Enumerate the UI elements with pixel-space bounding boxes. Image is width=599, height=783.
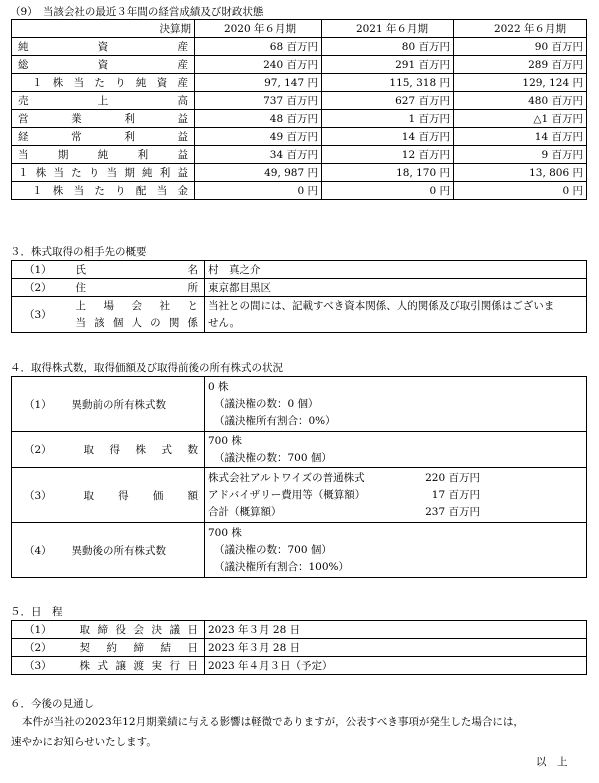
cell-value: 291 百万円 — [322, 56, 454, 74]
section-5-title: ５．日 程 — [10, 606, 63, 618]
shares-table — [11, 376, 587, 578]
price-item-amount: 237 百万円 — [425, 505, 480, 518]
cell-value: 1 百万円 — [322, 110, 454, 128]
cell-value — [205, 377, 587, 432]
row-label: 取締役会決議日 — [70, 621, 205, 639]
row-number: （2） — [12, 279, 70, 297]
row-label: 総資産 — [12, 56, 195, 74]
row-label: 営業利益 — [12, 110, 195, 128]
cell-value: 12 百万円 — [322, 146, 454, 164]
cell-value — [205, 468, 587, 523]
row-number: （1） — [12, 377, 70, 432]
cell-value: 480 百万円 — [454, 92, 587, 110]
cell-value: 0 円 — [454, 182, 587, 200]
section-4-title: ４．取得株式数，取得価額及び取得前後の所有株式の状況 — [10, 362, 283, 374]
cell-value: 49, 987 円 — [195, 164, 322, 182]
table-row — [12, 261, 587, 279]
counterparty-table — [11, 260, 587, 333]
value-line: 当社との間には、記載すべき資本関係、人的関係及び取引関係はございま — [208, 299, 555, 312]
row-number: （2） — [12, 432, 70, 468]
financials-header-row — [12, 20, 587, 38]
price-item-amount: 220 百万円 — [425, 471, 480, 484]
row-label: 株式譲渡実行日 — [70, 657, 205, 675]
row-number: （1） — [12, 261, 70, 279]
table-row — [12, 639, 587, 657]
value-line: せん。 — [208, 316, 241, 329]
row-number: （3） — [12, 297, 70, 333]
price-item-amount: 17 百万円 — [431, 488, 480, 501]
value-line: （議決権所有割合：0%） — [214, 414, 336, 427]
section-9-title: （9） 当該会社の最近３年間の経営成績及び財政状態 — [10, 6, 264, 18]
row-label: 氏名 — [70, 261, 205, 279]
cell-value: 2023 年４月３日（予定） — [205, 657, 587, 675]
row-number: （2） — [12, 639, 70, 657]
row-label: 売上高 — [12, 92, 195, 110]
table-row — [12, 468, 587, 523]
cell-value — [205, 297, 587, 333]
cell-value: 14 百万円 — [454, 128, 587, 146]
table-row — [12, 92, 587, 110]
table-row — [12, 657, 587, 675]
row-label: 取得価額 — [70, 468, 205, 523]
row-number: （1） — [12, 621, 70, 639]
cell-value: 49 百万円 — [195, 128, 322, 146]
schedule-table — [11, 620, 587, 675]
cell-value: 68 百万円 — [195, 38, 322, 56]
cell-value: 627 百万円 — [322, 92, 454, 110]
cell-value: 9 百万円 — [454, 146, 587, 164]
price-item — [208, 504, 480, 521]
label-line: 当該個人の関係 — [75, 316, 198, 329]
cell-value: 129, 124 円 — [454, 74, 587, 92]
row-label: １株当たり当期純利益 — [12, 164, 195, 182]
outlook-line-2: 速やかにお知らせいたします。 — [11, 736, 157, 748]
row-label: 取得株式数 — [70, 432, 205, 468]
cell-value: 2023 年３月 28 日 — [205, 639, 587, 657]
row-label: 純資産 — [12, 38, 195, 56]
value-line: 700 株 — [208, 526, 242, 539]
cell-value: 2023 年３月 28 日 — [205, 621, 587, 639]
table-row — [12, 297, 587, 333]
table-row — [12, 164, 587, 182]
table-row — [12, 110, 587, 128]
row-label — [70, 297, 205, 333]
row-label: １株当たり配当金 — [12, 182, 195, 200]
row-label: 経常利益 — [12, 128, 195, 146]
cell-value: 18, 170 円 — [322, 164, 454, 182]
table-row — [12, 621, 587, 639]
value-line: （議決権の数：700 個） — [214, 543, 332, 556]
row-number: （4） — [12, 523, 70, 578]
value-line: 0 株 — [208, 380, 229, 393]
value-line: （議決権の数：0 個） — [214, 397, 319, 410]
cell-value: 240 百万円 — [195, 56, 322, 74]
outlook-line-1: 本件が当社の2023年12月期業績に与える影響は軽微でありますが，公表すべき事項が発生した場合には， — [22, 716, 524, 728]
cell-value: 80 百万円 — [322, 38, 454, 56]
row-label: １株当たり純資産 — [12, 74, 195, 92]
row-label: 契約締結日 — [70, 639, 205, 657]
header-period: 決算期 — [12, 20, 195, 38]
cell-value: 289 百万円 — [454, 56, 587, 74]
header-2021: 2021 年６月期 — [322, 20, 454, 38]
cell-value: 34 百万円 — [195, 146, 322, 164]
header-2022: 2022 年６月期 — [454, 20, 587, 38]
cell-value: △1 百万円 — [454, 110, 587, 128]
closing-mark: 以 上 — [536, 756, 568, 768]
price-item-name: 合計（概算額） — [208, 505, 282, 518]
table-row — [12, 432, 587, 468]
cell-value — [205, 523, 587, 578]
row-label: 異動前の所有株式数 — [70, 377, 205, 432]
price-item-name: アドバイザリー費用等（概算額） — [208, 488, 366, 501]
value-line: （議決権所有割合：100%） — [214, 560, 350, 573]
row-label: 住所 — [70, 279, 205, 297]
cell-value: 14 百万円 — [322, 128, 454, 146]
table-row — [12, 56, 587, 74]
cell-value: 0 円 — [195, 182, 322, 200]
cell-value: 48 百万円 — [195, 110, 322, 128]
cell-value: 13, 806 円 — [454, 164, 587, 182]
cell-value: 737 百万円 — [195, 92, 322, 110]
table-row — [12, 38, 587, 56]
cell-value: 東京都目黒区 — [205, 279, 587, 297]
cell-value: 90 百万円 — [454, 38, 587, 56]
label-line: 上場会社と — [75, 299, 198, 312]
header-2020: 2020 年６月期 — [195, 20, 322, 38]
row-label: 当期純利益 — [12, 146, 195, 164]
table-row — [12, 523, 587, 578]
table-row — [12, 377, 587, 432]
table-row — [12, 128, 587, 146]
price-item-name: 株式会社アルトワイズの普通株式 — [208, 471, 365, 484]
row-label: 異動後の所有株式数 — [70, 523, 205, 578]
section-3-title: ３．株式取得の相手先の概要 — [10, 246, 147, 258]
value-line: 700 株 — [208, 434, 242, 447]
cell-value: 97, 147 円 — [195, 74, 322, 92]
section-6-title: ６．今後の見通し — [10, 698, 94, 710]
table-row — [12, 279, 587, 297]
price-item — [208, 470, 480, 487]
table-row — [12, 182, 587, 200]
financials-table — [11, 19, 587, 200]
cell-value: 村 真之介 — [205, 261, 587, 279]
cell-value: 0 円 — [322, 182, 454, 200]
cell-value — [205, 432, 587, 468]
table-row — [12, 146, 587, 164]
cell-value: 115, 318 円 — [322, 74, 454, 92]
price-item — [208, 487, 480, 504]
table-row — [12, 74, 587, 92]
row-number: （3） — [12, 657, 70, 675]
row-number: （3） — [12, 468, 70, 523]
value-line: （議決権の数：700 個） — [214, 451, 332, 464]
